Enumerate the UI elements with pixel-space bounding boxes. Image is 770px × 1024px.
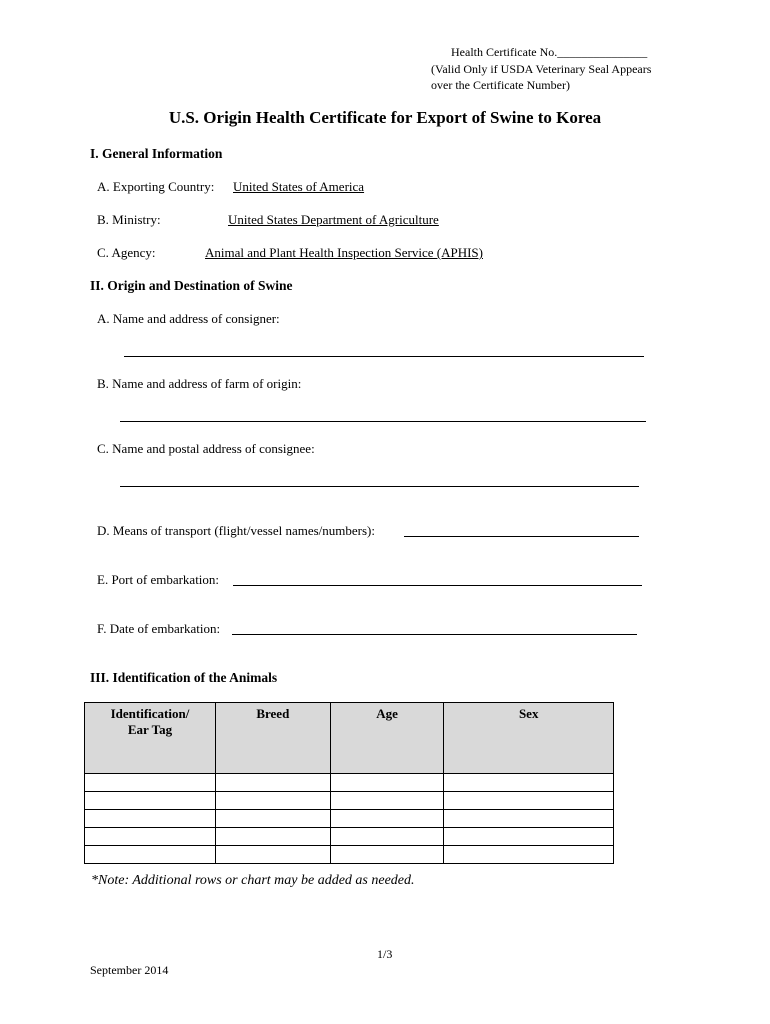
table-cell[interactable]	[330, 828, 444, 846]
column-header-breed: Breed	[215, 703, 330, 774]
table-row	[85, 828, 614, 846]
animal-identification-table	[84, 702, 614, 864]
transport-field[interactable]	[404, 536, 639, 537]
table-cell[interactable]	[215, 810, 330, 828]
table-cell[interactable]	[444, 828, 614, 846]
section-2-heading: II. Origin and Destination of Swine	[90, 278, 293, 293]
table-row	[85, 810, 614, 828]
port-of-embarkation-label: E. Port of embarkation:	[97, 572, 220, 587]
table-note: *Note: Additional rows or chart may be added as needed.	[91, 873, 415, 888]
table-row	[85, 846, 614, 864]
table-cell[interactable]	[215, 792, 330, 810]
table-row	[85, 792, 614, 810]
table-cell[interactable]	[330, 810, 444, 828]
date-of-embarkation-label: F. Date of embarkation:	[97, 621, 221, 636]
transport-label: D. Means of transport (flight/vessel names/numbers):	[97, 523, 375, 538]
table-cell[interactable]	[215, 774, 330, 792]
consigner-field[interactable]	[124, 356, 644, 357]
validity-note-line2: over the Certificate Number)	[431, 78, 570, 92]
table-row	[85, 774, 614, 792]
table-cell[interactable]	[85, 792, 216, 810]
table-cell[interactable]	[215, 846, 330, 864]
table-cell[interactable]	[85, 828, 216, 846]
document-title: U.S. Origin Health Certificate for Export of Swine to Korea	[168, 108, 602, 127]
page-number: 1/3	[377, 947, 393, 961]
footer-date: September 2014	[90, 963, 169, 977]
table-cell[interactable]	[444, 846, 614, 864]
consignee-label: C. Name and postal address of consignee:	[97, 441, 315, 456]
table-cell[interactable]	[85, 846, 216, 864]
date-of-embarkation-field[interactable]	[232, 634, 637, 635]
table-cell[interactable]	[444, 810, 614, 828]
farm-of-origin-field[interactable]	[120, 421, 646, 422]
consignee-field[interactable]	[120, 486, 639, 487]
farm-of-origin-label: B. Name and address of farm of origin:	[97, 376, 302, 391]
agency-label: C. Agency:	[97, 245, 156, 260]
agency-value: Animal and Plant Health Inspection Service (APHIS)	[205, 245, 483, 260]
table-cell[interactable]	[85, 774, 216, 792]
table-header-row	[85, 703, 614, 774]
table-cell[interactable]	[444, 774, 614, 792]
ministry-label: B. Ministry:	[97, 212, 161, 227]
column-header-identification: Identification/ Ear Tag	[85, 703, 216, 774]
table-cell[interactable]	[444, 792, 614, 810]
section-3-heading: III. Identification of the Animals	[90, 670, 278, 685]
validity-note-line1: (Valid Only if USDA Veterinary Seal Appears	[431, 62, 652, 76]
table-cell[interactable]	[215, 828, 330, 846]
column-header-sex: Sex	[444, 703, 614, 774]
table-cell[interactable]	[85, 810, 216, 828]
table-cell[interactable]	[330, 792, 444, 810]
exporting-country-value: United States of America	[233, 179, 365, 194]
table-cell[interactable]	[330, 774, 444, 792]
consigner-label: A. Name and address of consigner:	[97, 311, 280, 326]
table-cell[interactable]	[330, 846, 444, 864]
certificate-number-line: Health Certificate No._______________	[451, 45, 648, 59]
ministry-value: United States Department of Agriculture	[228, 212, 439, 227]
exporting-country-label: A. Exporting Country:	[97, 179, 215, 194]
column-header-age: Age	[330, 703, 444, 774]
port-of-embarkation-field[interactable]	[233, 585, 642, 586]
section-1-heading: I. General Information	[90, 146, 223, 161]
